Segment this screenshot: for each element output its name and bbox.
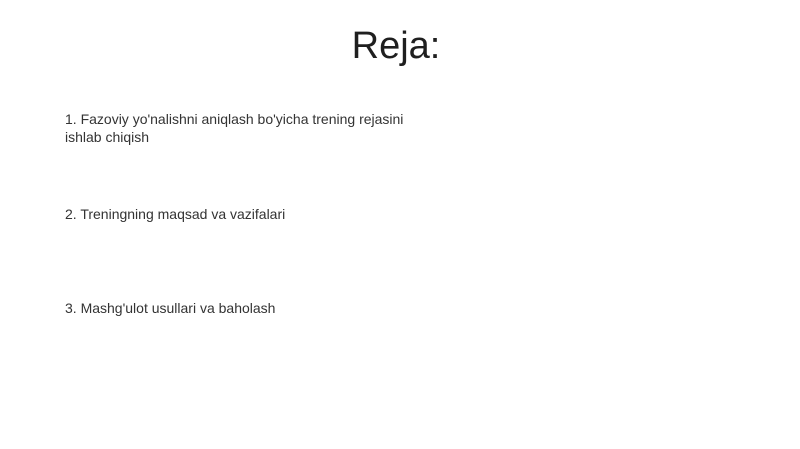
plan-item-2: 2. Treningning maqsad va vazifalari (65, 206, 286, 222)
plan-item-3: 3. Mashg'ulot usullari va baholash (65, 300, 276, 316)
plan-item-1: 1. Fazoviy yo'nalishni aniqlash bo'yicha trening rejasini ishlab chiqish (65, 111, 404, 145)
slide-title: Reja: (351, 25, 441, 67)
